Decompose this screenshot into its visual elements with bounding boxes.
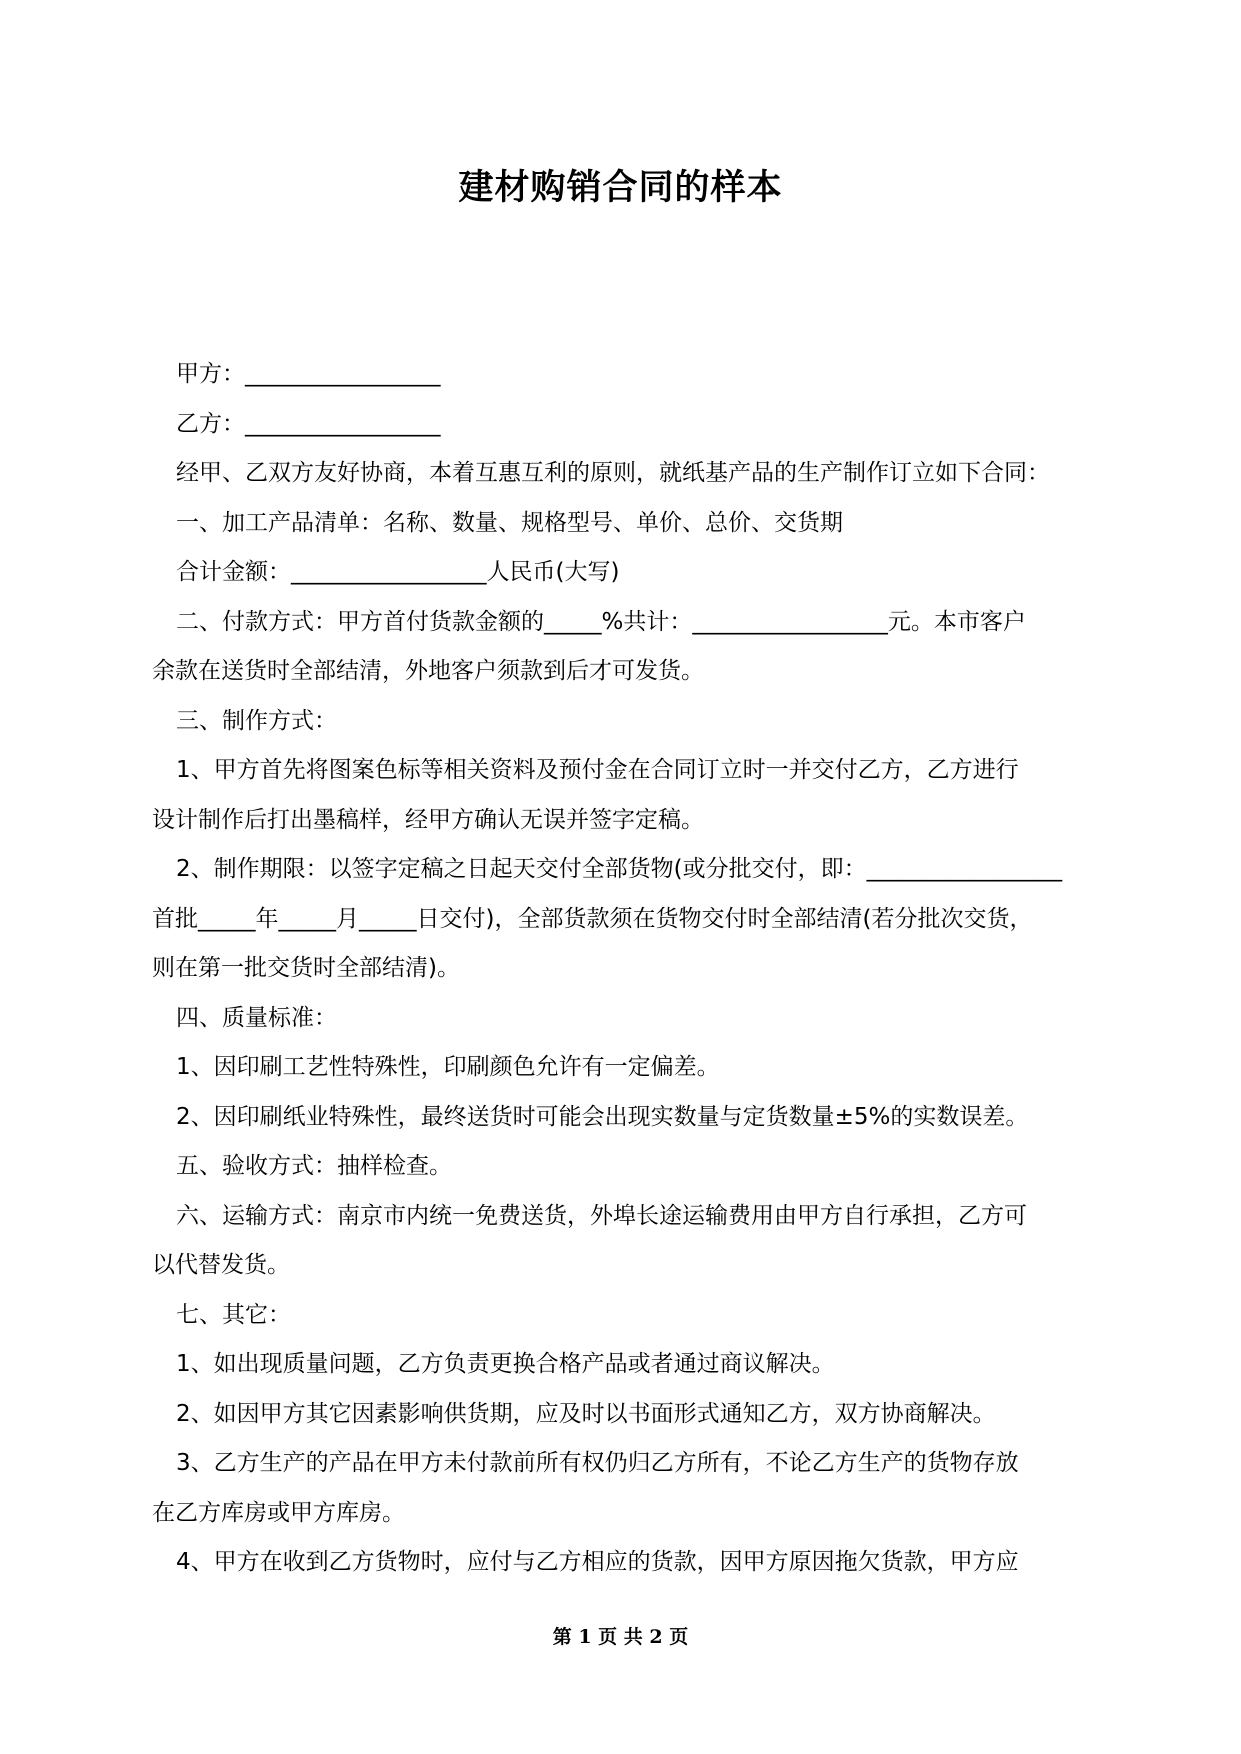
section-3-item-2-line-2: 首批_____年_____月_____日交付)，全部货款须在货物交付时全部结清(若分批次交货， [152,905,1033,932]
section-7-heading: 七、其它： [176,1301,291,1328]
party-a-line: 甲方：_________________ [176,361,441,387]
section-7-item-3-line-1: 3、乙方生产的产品在甲方未付款前所有权仍归乙方所有，不论乙方生产的货物存放 [176,1450,1019,1476]
section-2-line-2: 余款在送货时全部结清，外地客户须款到后才可发货。 [152,658,704,684]
section-7-item-4-line-1: 4、甲方在收到乙方货物时，应付与乙方相应的货款，因甲方原因拖欠货款，甲方应 [176,1549,1019,1575]
section-4-heading: 四、质量标准： [176,1004,337,1031]
section-4-item-2: 2、因印刷纸业特殊性，最终送货时可能会出现实数量与定货数量±5%的实数误差。 [176,1103,1029,1130]
party-b-line: 乙方：_________________ [176,410,441,437]
section-3-item-2-line-1: 2、制作期限：以签字定稿之日起天交付全部货物(或分批交付，即：_________________ [176,856,1063,882]
section-3-item-1-line-2: 设计制作后打出墨稿样，经甲方确认无误并签字定稿。 [152,806,704,833]
section-3-item-1-line-1: 1、甲方首先将图案色标等相关资料及预付金在合同订立时一并交付乙方，乙方进行 [176,757,1019,783]
section-1-heading: 一、加工产品清单：名称、数量、规格型号、单价、总价、交货期 [176,509,843,536]
section-4-item-1: 1、因印刷工艺性特殊性，印刷颜色允许有一定偏差。 [176,1054,720,1080]
document-title: 建材购销合同的样本 [458,168,783,208]
section-6-line-1: 六、运输方式：南京市内统一免费送货，外埠长途运输费用由甲方自行承担，乙方可 [176,1202,1027,1229]
section-7-item-1: 1、如出现质量问题，乙方负责更换合格产品或者通过商议解决。 [176,1351,835,1377]
section-3-heading: 三、制作方式： [176,707,337,734]
section-3-item-2-line-3: 则在第一批交货时全部结清)。 [152,955,460,981]
page-footer: 第 1 页 共 2 页 [552,1626,689,1648]
section-5-heading: 五、验收方式：抽样检查。 [176,1153,452,1179]
preamble-paragraph: 经甲、乙双方友好协商，本着互惠互利的原则，就纸基产品的生产制作订立如下合同： [176,460,1050,486]
document-body [152,350,1092,1588]
section-2-line-1: 二、付款方式：甲方首付货款金额的_____%共计：_________________元。本市客户 [176,608,1026,635]
section-7-item-2: 2、如因甲方其它因素影响供货期，应及时以书面形式通知乙方，双方协商解决。 [176,1400,996,1427]
section-7-item-3-line-2: 在乙方库房或甲方库房。 [152,1499,405,1526]
total-amount-line: 合计金额：_________________人民币(大写) [176,559,620,585]
section-6-line-2: 以代替发货。 [152,1252,290,1278]
